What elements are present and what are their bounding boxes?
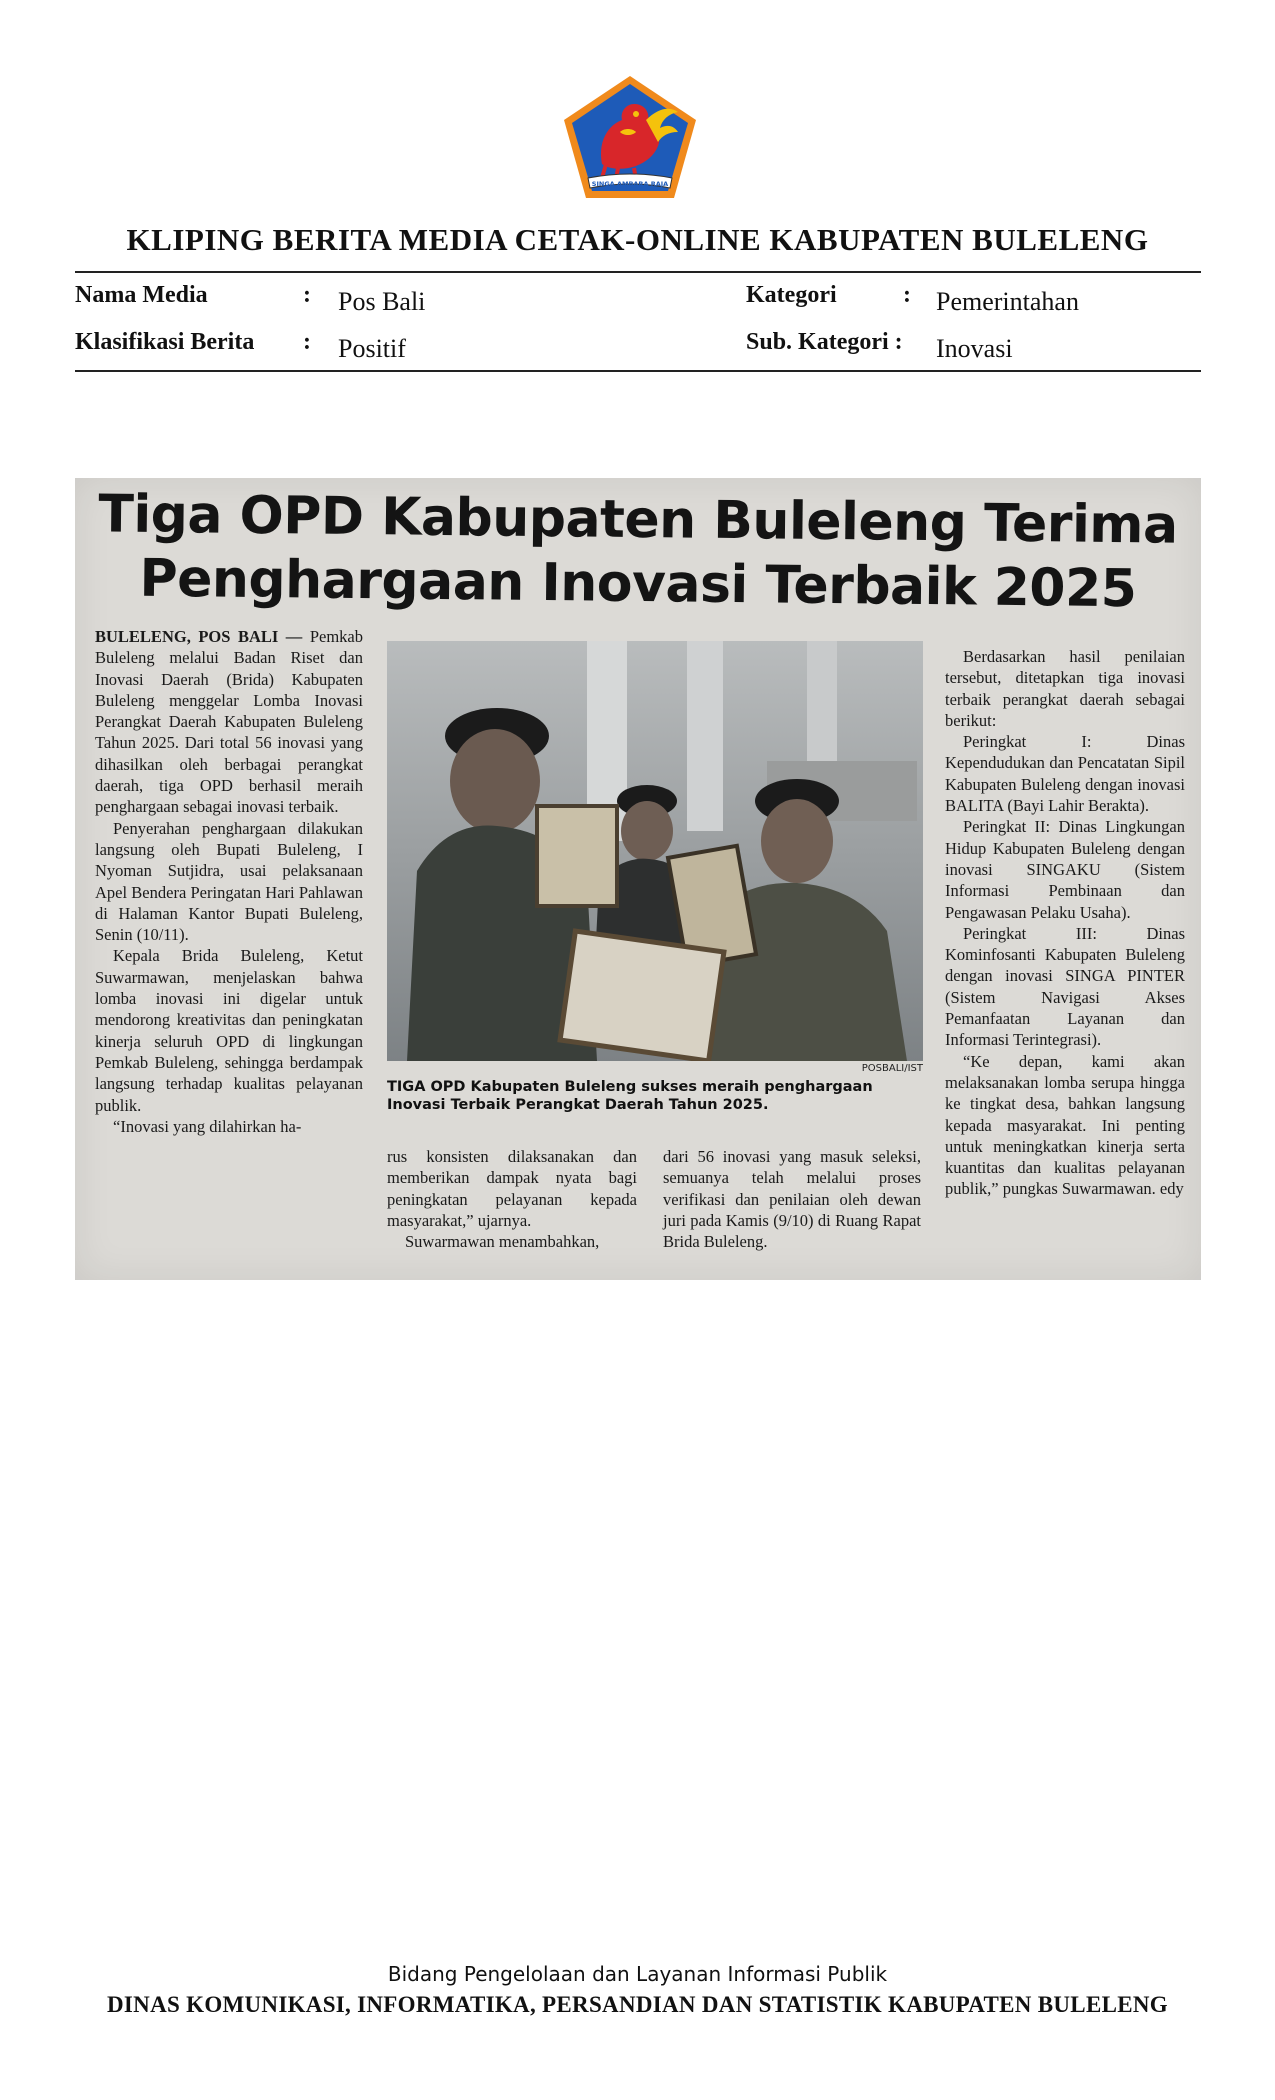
header-divider-top <box>75 271 1201 273</box>
document-title: KLIPING BERITA MEDIA CETAK-ONLINE KABUPATEN BULELENG <box>126 222 1149 257</box>
award-ceremony-photo <box>387 641 923 1061</box>
article-paragraph: Peringkat I: Dinas Kependudukan dan Pencatatan Sipil Kabupaten Buleleng dengan inovasi BALITA (Bayi Lahir Berakta). <box>945 732 1185 816</box>
header-divider-bottom <box>75 370 1201 372</box>
article-column-1 <box>95 626 363 1137</box>
subcategory-label: Sub. Kategori : <box>746 329 903 355</box>
media-name-value: Pos Bali <box>338 287 426 316</box>
article-paragraph: “Inovasi yang dilahirkan ha- <box>113 1116 302 1136</box>
photo-credit: POSBALI/IST <box>861 1063 923 1074</box>
article-dateline: BULELENG, POS BALI — <box>95 627 303 646</box>
headline-line-1: Tiga OPD Kabupaten Buleleng Terima <box>98 484 1178 556</box>
classification-colon: : <box>303 329 311 355</box>
article-column-4 <box>945 646 1185 1200</box>
article-paragraph: Berdasarkan hasil penilaian tersebut, ditetapkan tiga inovasi terbaik perangkat daerah sebagai berikut: <box>945 647 1185 730</box>
article-paragraph: Pemkab Buleleng melalui Badan Riset dan Inovasi Daerah (Brida) Kabupaten Buleleng menggelar Lomba Inovasi Perangkat Daerah Kabupaten Buleleng Tahun 2025. Dari total 56 inovasi yang dihasilkan oleh berbagai perangkat daerah, tiga OPD berhasil meraih penghargaan sebagai inovasi terbaik. <box>95 627 363 817</box>
article-paragraph: dari 56 inovasi yang masuk seleksi, semuanya telah melalui proses verifikasi dan penilaian oleh dewan juri pada Kamis (9/10) di Ruang Rapat Brida Buleleng. <box>663 1147 921 1252</box>
photo-caption: TIGA OPD Kabupaten Buleleng sukses meraih penghargaan Inovasi Terbaik Perangkat Daerah Tahun 2025. <box>387 1079 873 1113</box>
article-column-3 <box>663 1146 921 1252</box>
article-paragraph: Suwarmawan menambahkan, <box>405 1232 600 1252</box>
footer-unit-name: Bidang Pengelolaan dan Layanan Informasi Publik <box>387 1962 888 1986</box>
category-colon: : <box>903 282 911 308</box>
article-paragraph: “Ke depan, kami akan melaksanakan lomba serupa hingga ke tingkat desa, bahkan langsung kepada masyarakat. Ini penting untuk meningkatkan kinerja serta kuantitas dan kualitas pelayanan publik,” pungkas Suwarmawan. edy <box>945 1051 1185 1199</box>
media-name-label: Nama Media <box>75 282 208 308</box>
footer-agency-name: DINAS KOMUNIKASI, INFORMATIKA, PERSANDIAN DAN STATISTIK KABUPATEN BULELENG <box>107 1992 1168 2017</box>
article-paragraph: rus konsisten dilaksanakan dan memberikan dampak nyata bagi peningkatan pelayanan kepada masyarakat,” ujarnya. <box>387 1147 637 1230</box>
article-paragraph: Penyerahan penghargaan dilakukan langsung oleh Bupati Buleleng, I Nyoman Sutjidra, usai pelaksanaan Apel Bendera Peringatan Hari Pahlawan di Halaman Kantor Bupati Buleleng, Senin (10/11). <box>95 818 363 945</box>
media-name-colon: : <box>303 282 311 308</box>
news-clipping <box>75 478 1201 1280</box>
article-paragraph: Peringkat II: Dinas Lingkungan Hidup Kabupaten Buleleng dengan inovasi SINGAKU (Sistem Informasi Pembinaan dan Pengawasan Pelaku Usaha). <box>945 817 1185 922</box>
category-label: Kategori <box>746 282 837 308</box>
article-paragraph: Peringkat III: Dinas Kominfosanti Kabupaten Buleleng dengan inovasi SINGA PINTER (Sistem Navigasi Akses Pemanfaatan Layanan dan Informasi Terintegrasi). <box>945 923 1185 1050</box>
logo-motto: SINGA AMBARA RAJA <box>591 180 669 188</box>
subcategory-value: Inovasi <box>936 334 1013 363</box>
headline-line-2: Penghargaan Inovasi Terbaik 2025 <box>139 548 1137 620</box>
classification-value: Positif <box>338 334 406 363</box>
category-value: Pemerintahan <box>936 287 1079 316</box>
regency-logo <box>562 74 698 200</box>
article-paragraph: Kepala Brida Buleleng, Ketut Suwarmawan, menjelaskan bahwa lomba inovasi ini digelar untuk mendorong kreativitas dan peningkatan kinerja seluruh OPD di lingkungan Pemkab Buleleng, sehingga berdampak langsung terhadap kualitas pelayanan publik. <box>95 946 363 1115</box>
article-column-2 <box>387 1146 637 1252</box>
classification-label: Klasifikasi Berita <box>75 329 255 355</box>
